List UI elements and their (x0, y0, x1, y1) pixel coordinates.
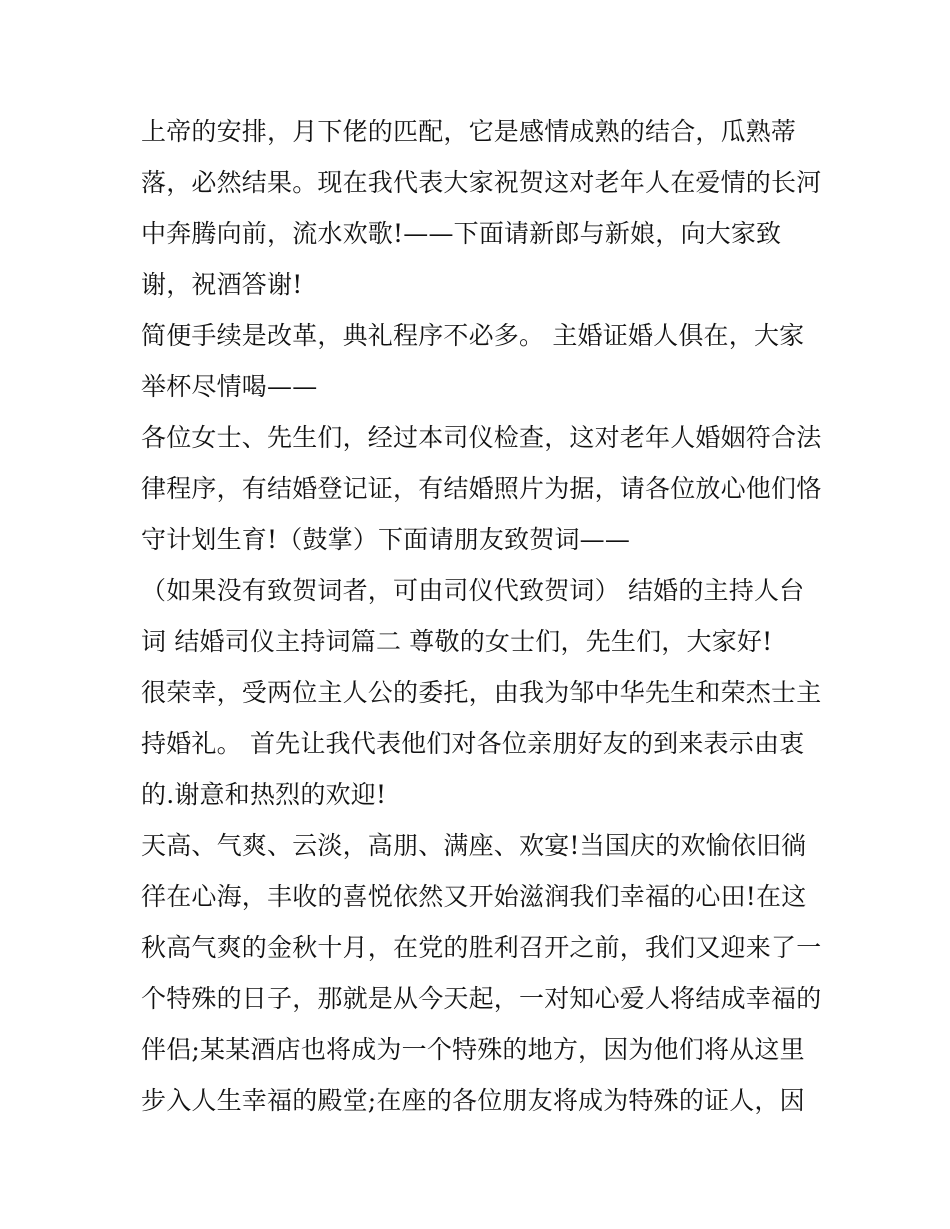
text-line: 上帝的安排，月下佬的匹配，它是感情成熟的结合，瓜熟蒂 (141, 117, 797, 146)
text-line: 秋高气爽的金秋十月，在党的胜利召开之前，我们又迎来了一 (141, 933, 822, 962)
document-body (141, 106, 821, 1126)
text-line: 伴侣;某某酒店也将成为一个特殊的地方，因为他们将从这里 (141, 1035, 805, 1064)
text-line: 中奔腾向前，流水欢歌!——下面请新郎与新娘，向大家致 (141, 219, 782, 248)
text-line: 各位女士、先生们，经过本司仪检查，这对老年人婚姻符合法 (141, 423, 822, 452)
text-line: 举杯尽情喝—— (141, 372, 318, 401)
text-line: 落，必然结果。现在我代表大家祝贺这对老年人在爱情的长河 (141, 168, 822, 197)
text-line: 很荣幸，受两位主人公的委托，由我为邹中华先生和荣杰士主 (141, 678, 822, 707)
text-line: （如果没有致贺词者，可由司仪代致贺词） 结婚的主持人台 (141, 576, 805, 605)
text-line: 谢，祝酒答谢! (141, 270, 303, 299)
text-line: 天高、气爽、云淡，高朋、满座、欢宴!当国庆的欢愉依旧徜 (141, 831, 807, 860)
text-line: 词 结婚司仪主持词篇二 尊敬的女士们，先生们，大家好! (141, 627, 773, 656)
text-line: 守计划生育!（鼓掌）下面请朋友致贺词—— (141, 525, 631, 554)
text-line: 个特殊的日子，那就是从今天起，一对知心爱人将结成幸福的 (141, 984, 822, 1013)
text-line: 步入人生幸福的殿堂;在座的各位朋友将成为特殊的证人，因 (141, 1086, 805, 1115)
text-line: 徉在心海，丰收的喜悦依然又开始滋润我们幸福的心田!在这 (141, 882, 807, 911)
text-line: 持婚礼。 首先让我代表他们对各位亲朋好友的到来表示由衷 (141, 729, 805, 758)
text-line: 律程序，有结婚登记证，有结婚照片为据，请各位放心他们恪 (141, 474, 822, 503)
text-line: 的.谢意和热烈的欢迎! (141, 780, 387, 809)
text-line: 简便手续是改革，典礼程序不必多。 主婚证婚人俱在，大家 (141, 321, 805, 350)
